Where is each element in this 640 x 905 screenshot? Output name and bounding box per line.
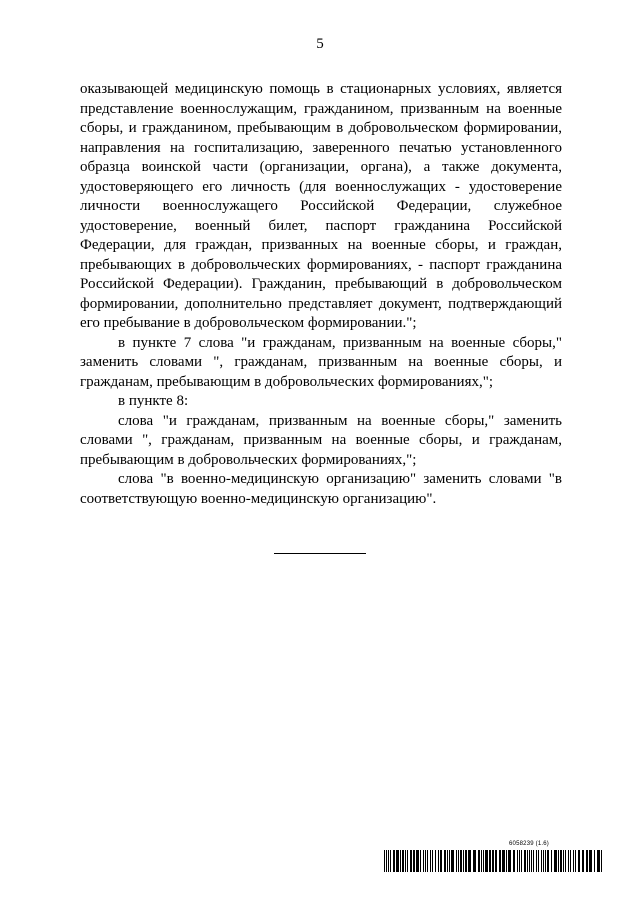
barcode-number: 6058239 (1.6) — [509, 841, 549, 847]
paragraph-hospitalization-conditions: оказывающей медицинскую помощь в стационарных условиях, является представление военнослужащим, гражданином, призванным на военные сборы, и гражданином, пребывающим в добровольческом формировании, направления на госпитализацию, заверенного печатью установленного образца воинской части (организации, органа), а также документа, удостоверяющего его личность (для военнослужащих - удостоверение личности военнослужащего Российской Федерации, служебное удостоверение, военный билет, паспорт гражданина Российской Федерации, для граждан, призванных на военные сборы, и граждан, пребывающих в добровольческих формированиях, - паспорт гражданина Российской Федерации). Гражданин, пребывающий в добровольческом формировании, дополнительно представляет документ, подтверждающий его пребывание в добровольческом формировании."; — [80, 81, 562, 331]
document-body — [80, 80, 562, 509]
paragraph-item-8-heading: в пункте 8: — [118, 393, 189, 409]
paragraph-item-8-words-1: слова "и гражданам, призванным на военные сборы," заменить словами ", гражданам, призванным на военные сборы, и гражданам, пребывающим в добровольческих формированиях,"; — [80, 412, 562, 468]
end-separator-line — [274, 553, 366, 554]
paragraph-item-7: в пункте 7 слова "и гражданам, призванным на военные сборы," заменить словами ", гражданам, призванным на военные сборы, и гражданам, пребывающим в добровольческих формированиях,"; — [80, 334, 562, 390]
barcode-icon — [384, 850, 604, 872]
paragraph-item-8-words-2: слова "в военно-медицинскую организацию" заменить словами "в соответствующую военно-медицинскую организацию". — [80, 471, 562, 507]
page-number: 5 — [316, 36, 324, 52]
